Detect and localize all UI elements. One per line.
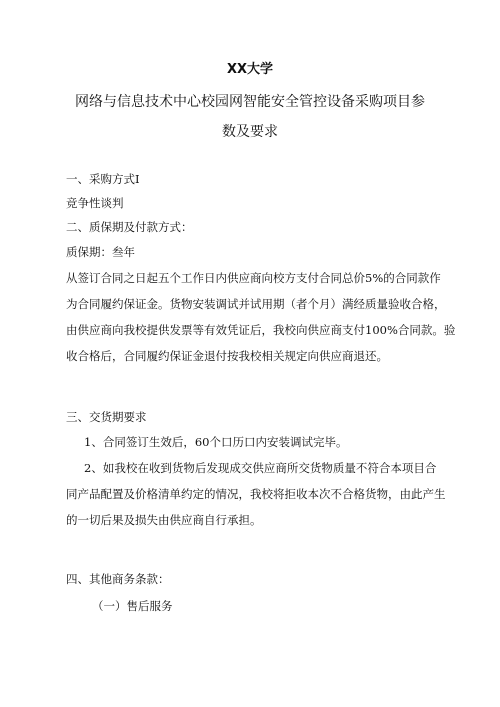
procurement-method: 竞争性谈判 <box>66 196 124 210</box>
delivery-item-2-line-3: 的一切后果及损失由供应商自行承担。 <box>66 513 262 527</box>
delivery-item-2-line-1: 2、如我校在收到货物后发现成交供应商所交货物质量不符合本项目合 <box>84 461 437 475</box>
payment-line-3: 由供应商向我校提供发票等有效凭证后，我校向供应商支付100%合同款。验 <box>66 323 456 337</box>
payment-line-4: 收合格后，合同履约保证金退付按我校相关规定向供应商退还。 <box>66 349 388 363</box>
section2-heading: 二、质保期及付款方式： <box>66 220 193 234</box>
after-sales-heading: （一）售后服务 <box>92 599 173 613</box>
delivery-item-1: 1、合同签订生效后，60个口历口内安装调试完毕。 <box>84 435 348 449</box>
delivery-item-2-line-2: 同产品配置及价格清单约定的情况，我校将拒收本次不合格货物，由此产生 <box>66 487 446 501</box>
section1-heading: 一、采购方式I <box>66 172 140 186</box>
project-title-line1: 网络与信息技术中心校园网智能安全管控设备采购项目参 <box>75 94 425 110</box>
warranty-period: 质保期：叁年 <box>66 245 135 259</box>
university-title: XX大学 <box>226 62 274 77</box>
project-title-line2: 数及要求 <box>222 124 278 140</box>
section3-heading: 三、交货期要求 <box>66 410 147 424</box>
payment-line-2: 为合同履约保证金。货物安装调试并试用期（者个月）满经质量验收合格， <box>66 297 446 311</box>
payment-line-1: 从签订合同之日起五个工作日内供应商向校方支付合同总价5%的合同款作 <box>66 271 441 285</box>
section4-heading: 四、其他商务条款： <box>66 572 170 586</box>
